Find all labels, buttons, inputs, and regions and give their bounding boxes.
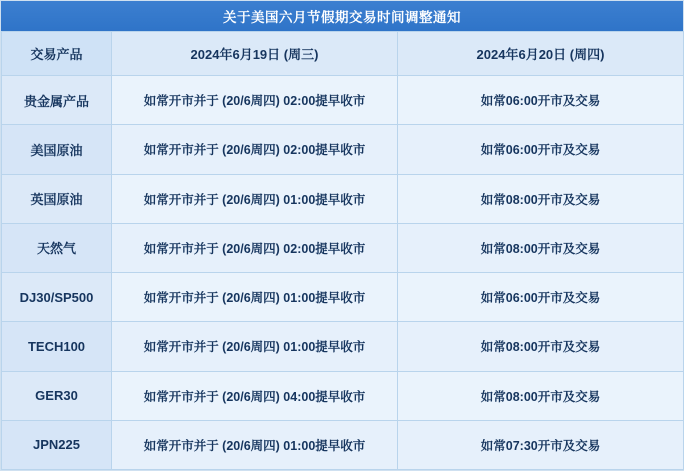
row-product: DJ30/SP500 — [2, 273, 112, 322]
row-day2: 如常08:00开市及交易 — [398, 322, 684, 371]
table-row — [2, 420, 684, 469]
row-day1: 如常开市并于 (20/6周四) 02:00提早收市 — [112, 125, 398, 174]
notice-title-bar — [1, 1, 683, 31]
row-day1: 如常开市并于 (20/6周四) 04:00提早收市 — [112, 371, 398, 420]
column-header-day2: 2024年6月20日 (周四) — [398, 32, 684, 76]
row-day1: 如常开市并于 (20/6周四) 02:00提早收市 — [112, 76, 398, 125]
row-day2: 如常08:00开市及交易 — [398, 223, 684, 272]
table-header-row — [2, 32, 684, 76]
row-day1: 如常开市并于 (20/6周四) 01:00提早收市 — [112, 273, 398, 322]
table-row — [2, 273, 684, 322]
row-day2: 如常06:00开市及交易 — [398, 76, 684, 125]
row-day1: 如常开市并于 (20/6周四) 02:00提早收市 — [112, 223, 398, 272]
row-day1: 如常开市并于 (20/6周四) 01:00提早收市 — [112, 174, 398, 223]
column-header-product: 交易产品 — [2, 32, 112, 76]
row-day1: 如常开市并于 (20/6周四) 01:00提早收市 — [112, 420, 398, 469]
page-title: 关于美国六月节假期交易时间调整通知 — [223, 10, 461, 25]
table-row — [2, 223, 684, 272]
row-product: 天然气 — [2, 223, 112, 272]
column-header-day1: 2024年6月19日 (周三) — [112, 32, 398, 76]
row-product: 美国原油 — [2, 125, 112, 174]
table-row — [2, 371, 684, 420]
row-product: TECH100 — [2, 322, 112, 371]
row-product: 英国原油 — [2, 174, 112, 223]
table-row — [2, 174, 684, 223]
trading-schedule-table — [1, 31, 684, 470]
table-row — [2, 322, 684, 371]
row-day2: 如常07:30开市及交易 — [398, 420, 684, 469]
table-row — [2, 76, 684, 125]
table-row — [2, 125, 684, 174]
table-header — [2, 32, 684, 76]
row-product: GER30 — [2, 371, 112, 420]
row-product: 贵金属产品 — [2, 76, 112, 125]
row-day2: 如常06:00开市及交易 — [398, 125, 684, 174]
row-product: JPN225 — [2, 420, 112, 469]
row-day1: 如常开市并于 (20/6周四) 01:00提早收市 — [112, 322, 398, 371]
row-day2: 如常08:00开市及交易 — [398, 371, 684, 420]
row-day2: 如常06:00开市及交易 — [398, 273, 684, 322]
table-body — [2, 76, 684, 470]
row-day2: 如常08:00开市及交易 — [398, 174, 684, 223]
